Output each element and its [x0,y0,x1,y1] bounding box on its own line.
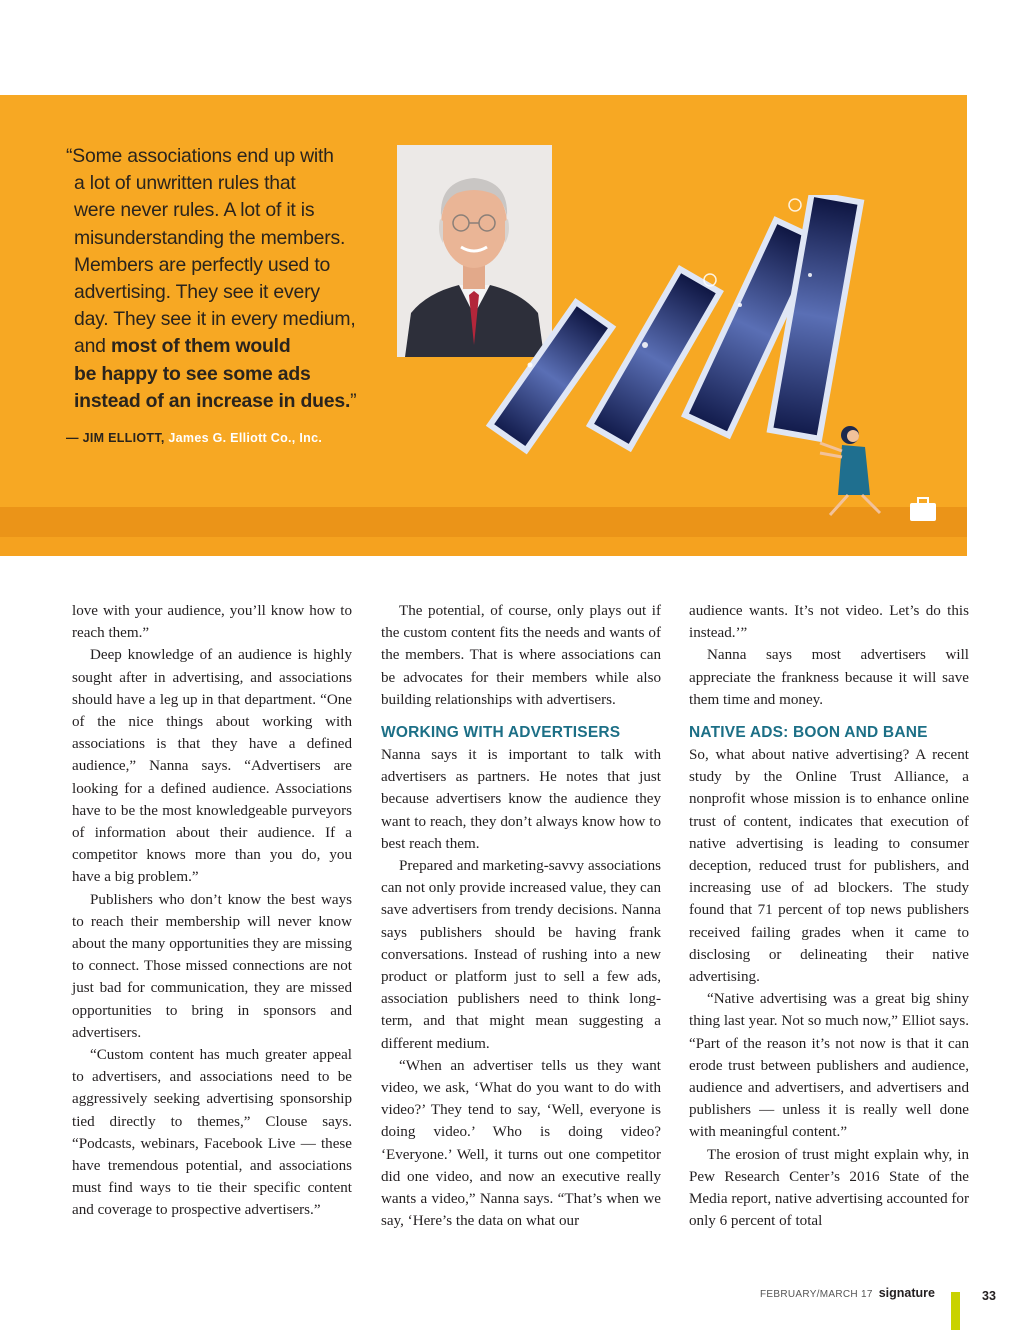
page-footer [760,1286,935,1300]
page-number: 33 [982,1289,996,1303]
paragraph: love with your audience, you’ll know how to reach them.” [72,603,352,642]
quote-emphasis: instead of an increase in dues. [74,389,351,412]
paragraph: Deep knowledge of an audience is highly sought after in advertising, and associations should have a leg up in that department. “One of the nice things about working with associations is that they have a defined audience,” Nanna says. “Advertisers are looking for a defined audience. Associations have to be the most knowledgeable purveyors of information about their audience. If a competitor knows more than you do, you have a big problem.” [72,647,352,886]
attribution-separator: , [160,431,169,445]
pull-quote [66,143,396,415]
quote-line: were never rules. A lot of it is [74,199,315,222]
quote-line: advertising. They see it every [74,281,320,304]
article-column-3 [689,600,969,1232]
paragraph: The potential, of course, only plays out if the custom content fits the needs and wants of the members. That is where associations can be advocates for their members while also building relationships with advertisers. [381,603,661,708]
paragraph: audience wants. It’s not video. Let’s do this instead.’” [689,603,969,642]
paragraph: The erosion of trust might explain why, in Pew Research Center’s 2016 State of the Media report, native advertising accounted for only 6 percent of total [689,1146,969,1230]
quote-line: misunderstanding the members. [74,226,346,249]
paragraph: “When an advertiser tells us they want video, we ask, ‘What do you want to do with video?’ They tend to say, ‘Well, everyone is doing video.’ Who is doing video? ‘Everyone.’ Well, it turns out one competitor did one video, and now an executive really wants a video,” Nanna says. “That’s when we say, ‘Here’s the data on what our [381,1057,661,1230]
quote-line [66,333,396,360]
falling-bars-illustration [470,195,965,525]
paragraph: Nanna says most advertisers will appreciate the frankness because it will save them time and money. [689,647,969,708]
article-column-1 [72,600,352,1222]
section-heading: WORKING WITH ADVERTISERS [381,724,621,742]
attribution-name: — JIM ELLIOTT [66,431,161,445]
quote-line: a lot of unwritten rules that [74,172,296,195]
issue-date: FEBRUARY/MARCH 17 [760,1289,873,1300]
banner-floor-base [0,537,967,556]
magazine-brand: signature [878,1286,935,1300]
section-heading: NATIVE ADS: BOON AND BANE [689,724,928,742]
paragraph: “Native advertising was a great big shiny thing last year. Not so much now,” Elliot says. “Part of the reason it’s not now is that it can erode trust between publishers and audience, audience and advertisers, and advertisers and publishers — unless it is really well done with meaningful content.” [689,991,969,1141]
quote-text: and [74,335,111,358]
paragraph: So, what about native advertising? A recent study by the Online Trust Alliance, a nonprofit whose mission is to enhance online trust of content, indicates that execution of native advertising is leading to consumer deception, reduced trust for publishers, and increasing use of ad blockers. The study found that 71 percent of top news publishers received failing grades when it came to disclosing or delineating their native advertising. [689,747,969,986]
quote-emphasis: most of them would [110,335,291,358]
briefcase-icon [910,498,936,521]
quote-close-mark: ” [350,389,357,412]
footer-accent-bar [951,1292,960,1330]
quote-line [66,388,396,415]
paragraph: Publishers who don’t know the best ways to reach their membership will never know about the many opportunities they are missing to connect. Those missed connections are not just bad for communication, they are missed opportunities to bring in sponsors and advertisers. [72,891,352,1041]
paragraph: Nanna says it is important to talk with advertisers as partners. He notes that just because advertisers know the audience they want to reach, they don’t always know how to best reach them. [381,747,661,852]
woman-figure [820,426,880,515]
paragraph: Prepared and marketing-savvy associations can not only provide increased value, they can save advertisers from trendy decisions. Nanna says publishers should be having frank conversations. Instead of rushing into a new product or platform just to sell a few ads, association publishers need to think long-term, and that might mean suggesting a different medium. [381,858,661,1052]
quote-line: Members are perfectly used to [74,253,331,276]
feature-banner [0,95,967,556]
quote-attribution [66,431,322,445]
quote-line: day. They see it in every medium, [74,308,356,331]
quote-line: “Some associations end up with [66,145,334,167]
attribution-company: James G. Elliott Co., Inc. [168,431,323,445]
article-column-2 [381,600,661,1232]
quote-line [66,361,396,388]
quote-emphasis: be happy to see some ads [74,362,311,385]
paragraph: “Custom content has much greater appeal to advertisers, and associations need to be aggressively seeking advertising sponsorship tied directly to themes,” Clouse says. “Podcasts, webinars, Facebook Live — these have tremendous potential, and associations must find ways to tie their specific content and coverage to prospective advertisers.” [72,1047,352,1219]
